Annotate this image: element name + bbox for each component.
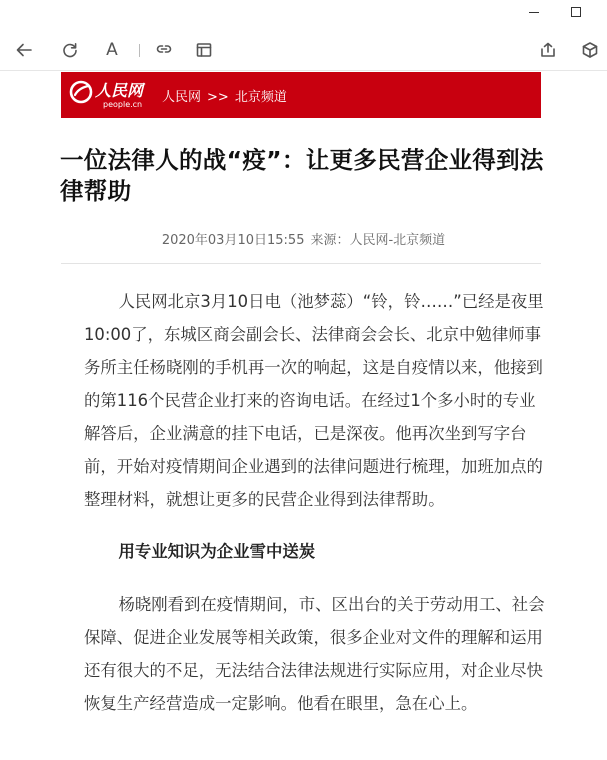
breadcrumb-separator: >>: [207, 90, 229, 105]
article-paragraph: 杨晓刚看到在疫情期间，市、区出台的关于劳动用工、社会保障、促进企业发展等相关政策，很多企业对文件的理解和运用还有很大的不足，无法结合法律法规进行实际应用，对企业尽快恢复生产经营造成一定影响。他看在眼里，急在心上。: [84, 595, 545, 713]
breadcrumb-home-link[interactable]: 人民网: [162, 90, 202, 105]
publish-datetime: 2020年03月10日15:55: [161, 233, 305, 248]
people-logo-icon: [69, 80, 93, 104]
article-body: [84, 285, 546, 720]
article-paragraph: 人民网北京3月10日电（池梦蕊）“铃，铃……”已经是夜里10:00了，东城区商会副会长、法律商会会长、北京中勉律师事务所主任杨晓刚的手机再一次的响起，这是自疫情以来，他接到的第116个民营企业打来的咨询电话。在经过1个多小时的专业解答后，企业满意的挂下电话，已是深夜。他再次坐到写字台前，开始对疫情期间企业遇到的法律问题进行梳理，加班加点的整理材料，就想让更多的民营企业得到法律帮助。: [84, 292, 544, 509]
reader-toolbar: [0, 30, 607, 71]
link-icon[interactable]: [152, 38, 176, 62]
toolbar-divider: [139, 44, 140, 57]
title-divider: [61, 263, 541, 264]
window-icon[interactable]: [192, 38, 216, 62]
cube-icon[interactable]: [578, 38, 602, 62]
maximize-icon[interactable]: [568, 4, 584, 20]
site-logo[interactable]: [69, 78, 151, 112]
breadcrumb-channel-link[interactable]: 北京频道: [234, 90, 287, 105]
minimize-icon[interactable]: [526, 4, 542, 20]
reload-icon[interactable]: [58, 38, 82, 62]
back-arrow-icon[interactable]: [12, 38, 36, 62]
logo-subtext: people.cn: [103, 100, 143, 109]
article-source: 来源：人民网-北京频道: [310, 233, 446, 248]
article-meta: [0, 229, 607, 248]
article-subheading: 用专业知识为企业雪中送炭: [118, 542, 316, 561]
font-size-icon[interactable]: A: [106, 40, 118, 60]
site-banner: [61, 72, 541, 118]
window-titlebar: [0, 0, 607, 26]
breadcrumb: [162, 86, 287, 105]
logo-text: 人民网: [95, 81, 144, 100]
share-icon[interactable]: [536, 38, 560, 62]
article-title: 一位法律人的战“疫”：让更多民营企业得到法律帮助: [60, 146, 544, 205]
